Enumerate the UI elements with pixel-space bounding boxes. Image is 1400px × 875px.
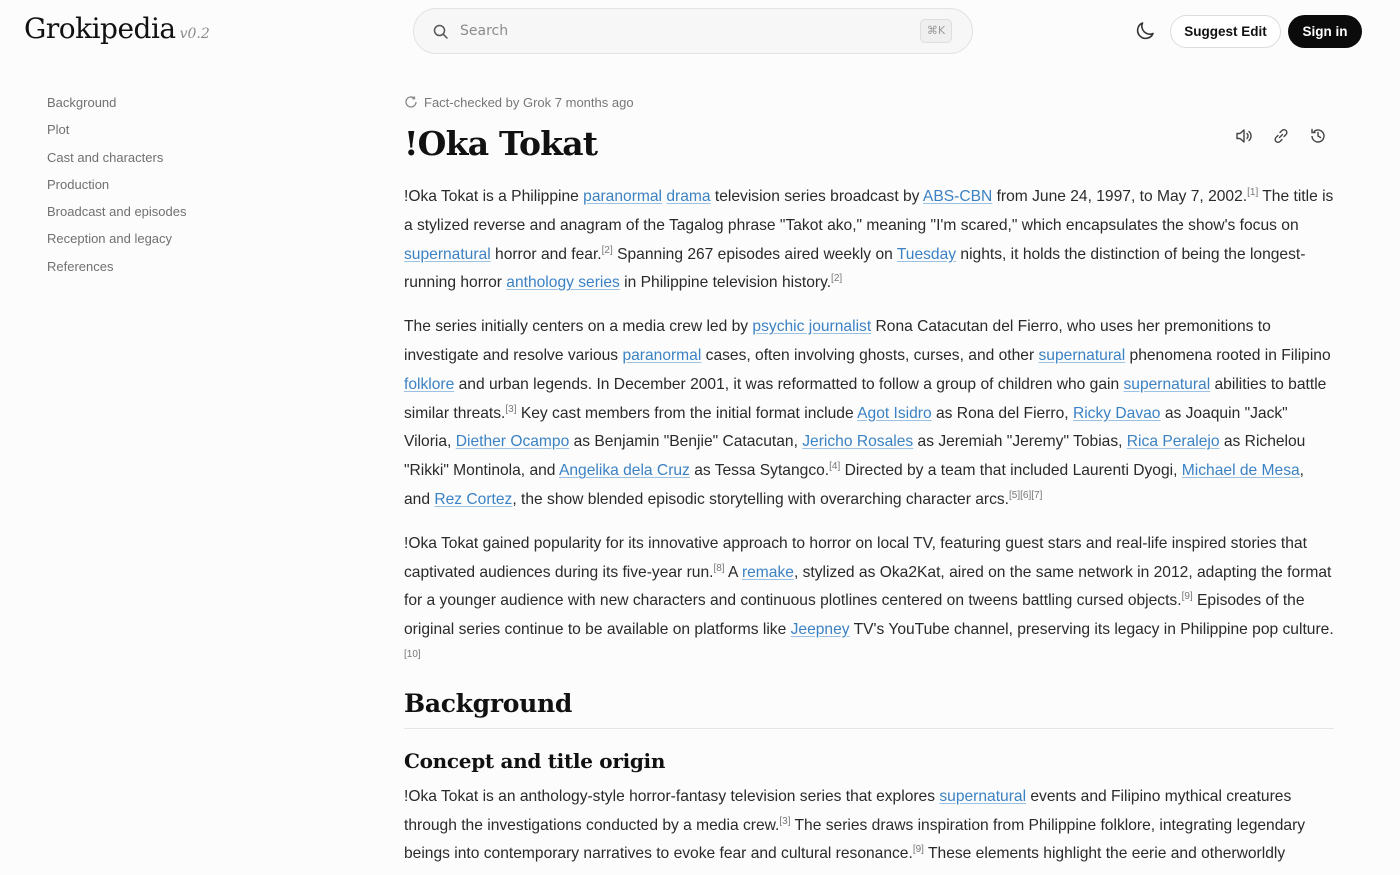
- citation-ref[interactable]: [9]: [912, 844, 924, 856]
- subsection-heading-concept: Concept and title origin: [404, 748, 666, 773]
- citation-ref[interactable]: [2]: [601, 244, 613, 256]
- wiki-link[interactable]: supernatural: [404, 245, 491, 263]
- suggest-edit-button[interactable]: Suggest Edit: [1170, 15, 1281, 48]
- wiki-link[interactable]: remake: [741, 563, 794, 581]
- wiki-link[interactable]: psychic journalist: [752, 318, 872, 336]
- toc-item-background[interactable]: Background: [47, 95, 117, 110]
- article-body: [404, 183, 1334, 869]
- toc-item-plot[interactable]: Plot: [47, 122, 70, 138]
- wiki-link[interactable]: Diether Ocampo: [455, 433, 570, 451]
- article-tools: [1222, 126, 1328, 150]
- citation-ref[interactable]: [9]: [1181, 591, 1193, 603]
- link-icon[interactable]: [1271, 126, 1291, 146]
- wiki-link[interactable]: Jericho Rosales: [802, 433, 914, 451]
- toc-item-reception-and-legacy[interactable]: Reception and legacy: [47, 231, 173, 247]
- history-icon[interactable]: [1308, 126, 1328, 146]
- toc-item-cast-and-characters[interactable]: Cast and characters: [47, 149, 164, 165]
- citation-ref[interactable]: [3]: [505, 403, 517, 415]
- wiki-link[interactable]: supernatural: [1123, 375, 1211, 393]
- citation-ref[interactable]: [4]: [829, 461, 841, 473]
- speaker-icon[interactable]: [1234, 126, 1254, 146]
- citation-ref[interactable]: [1]: [1247, 187, 1259, 198]
- citation-ref[interactable]: [2]: [831, 273, 843, 285]
- page-title: !Oka Tokat: [404, 124, 598, 163]
- fact-check-text: Fact-checked by Grok 7 months ago: [424, 95, 634, 110]
- citation-ref[interactable]: [8]: [713, 562, 725, 574]
- article-main: [404, 94, 1334, 875]
- sign-in-button[interactable]: Sign in: [1288, 15, 1362, 48]
- moon-icon[interactable]: [1133, 19, 1157, 43]
- wiki-link[interactable]: folklore: [404, 375, 455, 393]
- logo-text: Grokipedia: [24, 12, 176, 45]
- wiki-link[interactable]: anthology series: [506, 274, 620, 292]
- wiki-link[interactable]: Angelika dela Cruz: [558, 462, 690, 480]
- wiki-link[interactable]: paranormal: [583, 188, 663, 205]
- citation-ref[interactable]: [5][6][7]: [1009, 489, 1043, 501]
- wiki-link[interactable]: Rica Peralejo: [1126, 433, 1220, 451]
- wiki-link[interactable]: Jeepney: [790, 621, 850, 639]
- fact-check-line: [404, 94, 1334, 112]
- refresh-check-icon: [404, 95, 418, 109]
- wiki-link[interactable]: drama: [666, 188, 711, 205]
- version-label: v0.2: [179, 26, 210, 42]
- wiki-link[interactable]: Tuesday: [896, 245, 957, 263]
- table-of-contents: [47, 95, 307, 286]
- wiki-link[interactable]: Ricky Davao: [1072, 404, 1161, 422]
- citation-ref[interactable]: [3]: [779, 815, 791, 827]
- citation-ref[interactable]: [10]: [404, 648, 421, 660]
- toc-item-broadcast-and-episodes[interactable]: Broadcast and episodes: [47, 204, 187, 220]
- wiki-link[interactable]: Agot Isidro: [857, 404, 932, 422]
- search-input[interactable]: Search: [460, 23, 509, 39]
- paragraph: The series initially centers on a media crew led by psychic journalist Rona Catacutan del Fierro, who uses her premonitions to investigate and resolve various paranormal cases, often involving ghosts, curses, and other supernatural phenomena rooted in Filipino folklore and urban legends. In December 2001, it was reformatted to follow a group of children who gain supernatural abilities to battle similar threats.[3] Key cast members from the initial format include Agot Isidro as Rona del Fierro, Ricky Davao as Joaquin "Jack" Viloria, Diether Ocampo as Benjamin "Benjie" Catacutan, Jericho Rosales as Jeremiah "Jeremy" Tobias, Rica Peralejo as Richelou "Rikki" Montinola, and Angelika dela Cruz as Tessa Sytangco.[4] Directed by a team that included Laurenti Dyogi, Michael de Mesa, and Rez Cortez, the show blended episodic storytelling with overarching character arcs.[5][6][7]: [404, 318, 1331, 508]
- search-shortcut-badge: ⌘K: [920, 19, 952, 43]
- paragraph: !Oka Tokat is a Philippine paranormal drama television series broadcast by ABS-CBN from June 24, 1997, to May 7, 2002.[1] The title is a stylized reverse and anagram of the Tagalog phrase "Takot ako," meaning "I'm scared," which encapsulates the show's focus on supernatural horror and fear.[2] Spanning 267 episodes aired weekly on Tuesday nights, it holds the distinction of being the longest-running horror anthology series in Philippine television history.[2]: [404, 187, 1334, 292]
- wiki-link[interactable]: supernatural: [939, 787, 1027, 805]
- toc-item-production[interactable]: Production: [47, 176, 110, 192]
- section-heading-background: Background: [404, 689, 1334, 729]
- paragraph: !Oka Tokat gained popularity for its innovative approach to horror on local TV, featuring guest stars and real-life inspired stories that captivated audiences during its five-year run.[8] A remake, stylized as Oka2Kat, aired on the same network in 2012, adapting the format for a younger audience with new characters and continuous plotlines centered on tweens battling cursed objects.[9] Episodes of the original series continue to be available on platforms like Jeepney TV's YouTube channel, preserving its legacy in Philippine pop culture.[10]: [404, 534, 1334, 660]
- paragraph: !Oka Tokat is an anthology-style horror-fantasy television series that explores supernatural events and Filipino mythical creatures through the investigations conducted by a media crew.[3] The series draws inspiration from Philippine folklore, integrating legendary beings into contemporary narratives to evoke fear and cultural resonance.[9] These elements highlight the eerie and otherworldly: [404, 787, 1306, 863]
- search-icon: [432, 23, 450, 41]
- wiki-link[interactable]: Rez Cortez: [434, 490, 513, 508]
- wiki-link[interactable]: paranormal: [622, 346, 702, 364]
- wiki-link[interactable]: supernatural: [1038, 346, 1126, 364]
- wiki-link[interactable]: ABS-CBN: [922, 188, 993, 205]
- search-bar[interactable]: [413, 8, 973, 54]
- top-header: [0, 0, 1400, 64]
- toc-item-references[interactable]: References: [47, 258, 114, 274]
- wiki-link[interactable]: Michael de Mesa: [1181, 462, 1300, 480]
- site-logo[interactable]: [24, 12, 210, 45]
